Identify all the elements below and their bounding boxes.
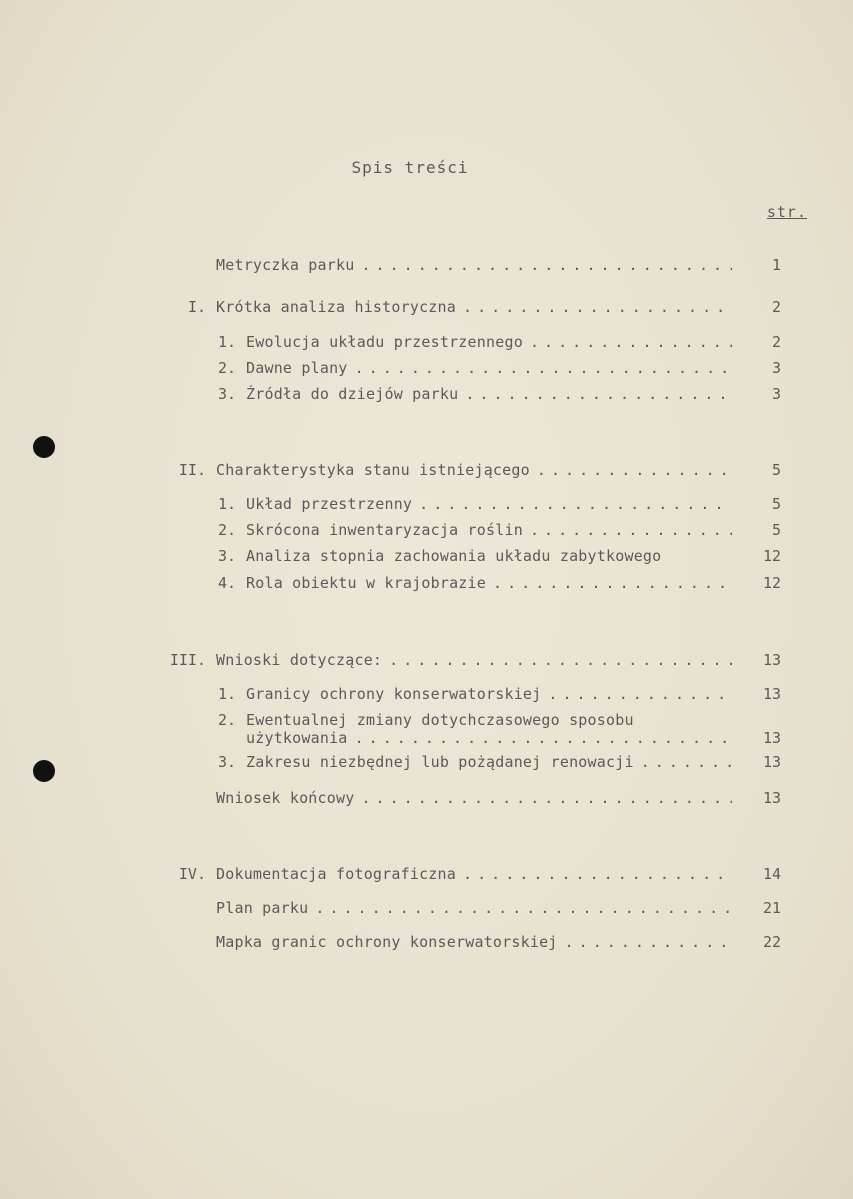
toc-entry-page: 21	[762, 899, 781, 917]
toc-entry-text: Ewentualnej zmiany dotychczasowego sposobu	[246, 711, 634, 729]
toc-subentry	[0, 332, 853, 352]
toc-section-number: IV.	[178, 865, 206, 883]
toc-entry-page: 14	[762, 865, 781, 883]
toc-section	[0, 864, 853, 884]
toc-subentry	[0, 494, 853, 514]
toc-entry-text: Analiza stopnia zachowania układu zabytkowego	[246, 547, 662, 565]
toc-entry-page: 2	[771, 298, 781, 316]
toc-subentry	[0, 384, 853, 404]
toc-entry	[0, 898, 853, 918]
toc-section	[0, 650, 853, 670]
page-column-header: str.	[766, 203, 807, 221]
toc-section	[0, 460, 853, 480]
toc-entry-page: 5	[771, 521, 781, 539]
toc-section	[0, 297, 853, 317]
toc-subentry-number: 3.	[217, 753, 236, 771]
toc-entry-page: 13	[762, 729, 781, 747]
toc-entry	[0, 932, 853, 952]
toc-entry-page: 13	[762, 789, 781, 807]
toc-entry-text: Wnioski dotyczące: . . .	[216, 650, 732, 670]
toc-subentry-number: 1.	[217, 333, 236, 351]
toc-entry-page: 12	[762, 574, 781, 592]
toc-subentry	[0, 710, 853, 730]
toc-entry-page: 3	[771, 359, 781, 377]
toc-entry-page: 2	[771, 333, 781, 351]
toc-entry-text: użytkowania . . .	[246, 728, 732, 748]
toc-entry-text: Układ przestrzenny . . .	[246, 494, 732, 514]
toc-entry-text: Metryczka parku . . .	[216, 255, 732, 275]
toc-entry-page: 13	[762, 753, 781, 771]
toc-entry	[0, 255, 853, 275]
toc-entry-text: Plan parku . . .	[216, 898, 732, 918]
punch-hole	[33, 436, 55, 458]
toc-entry-page: 1	[771, 256, 781, 274]
toc-entry-text: Zakresu niezbędnej lub pożądanej renowacji . . .	[246, 752, 732, 772]
toc-section-number: III.	[169, 651, 206, 669]
toc-entry-page: 22	[762, 933, 781, 951]
toc-subentry	[0, 358, 853, 378]
toc-entry-page: 13	[762, 651, 781, 669]
toc-subentry	[0, 684, 853, 704]
toc-subentry-number: 3.	[217, 547, 236, 565]
toc-subentry-continuation	[0, 728, 853, 748]
toc-subentry-number: 1.	[217, 495, 236, 513]
toc-entry-text: Skrócona inwentaryzacja roślin . . .	[246, 520, 732, 540]
toc-subentry	[0, 520, 853, 540]
toc-subentry-number: 1.	[217, 685, 236, 703]
toc-entry-text: Dawne plany . . .	[246, 358, 732, 378]
toc-entry-page: 3	[771, 385, 781, 403]
toc-entry-text: Wniosek końcowy . . .	[216, 788, 732, 808]
toc-entry-text: Rola obiektu w krajobrazie . . .	[246, 573, 732, 593]
toc-entry-text: Charakterystyka stanu istniejącego . . .	[216, 460, 732, 480]
toc-entry-text: Źródła do dziejów parku . . .	[246, 384, 732, 404]
toc-entry-text: Mapka granic ochrony konserwatorskiej . . .	[216, 932, 732, 952]
toc-entry-text: Ewolucja układu przestrzennego . . .	[246, 332, 732, 352]
toc-subentry-number: 2.	[217, 521, 236, 539]
toc-subentry-number: 2.	[217, 711, 236, 729]
toc-subentry	[0, 752, 853, 772]
page-title: Spis treści	[351, 158, 469, 177]
toc-subentry-number: 3.	[217, 385, 236, 403]
toc-subentry-number: 2.	[217, 359, 236, 377]
toc-subentry-number: 4.	[217, 574, 236, 592]
toc-entry-text: Granicy ochrony konserwatorskiej . . .	[246, 684, 732, 704]
toc-section-number: I.	[187, 298, 206, 316]
toc-entry	[0, 788, 853, 808]
toc-entry-page: 12	[762, 547, 781, 565]
toc-subentry	[0, 546, 853, 566]
toc-section-number: II.	[178, 461, 206, 479]
toc-entry-text: Krótka analiza historyczna . . .	[216, 297, 732, 317]
toc-entry-page: 5	[771, 495, 781, 513]
toc-entry-text: Dokumentacja fotograficzna . . .	[216, 864, 732, 884]
toc-entry-page: 5	[771, 461, 781, 479]
toc-entry-page: 13	[762, 685, 781, 703]
toc-subentry	[0, 573, 853, 593]
